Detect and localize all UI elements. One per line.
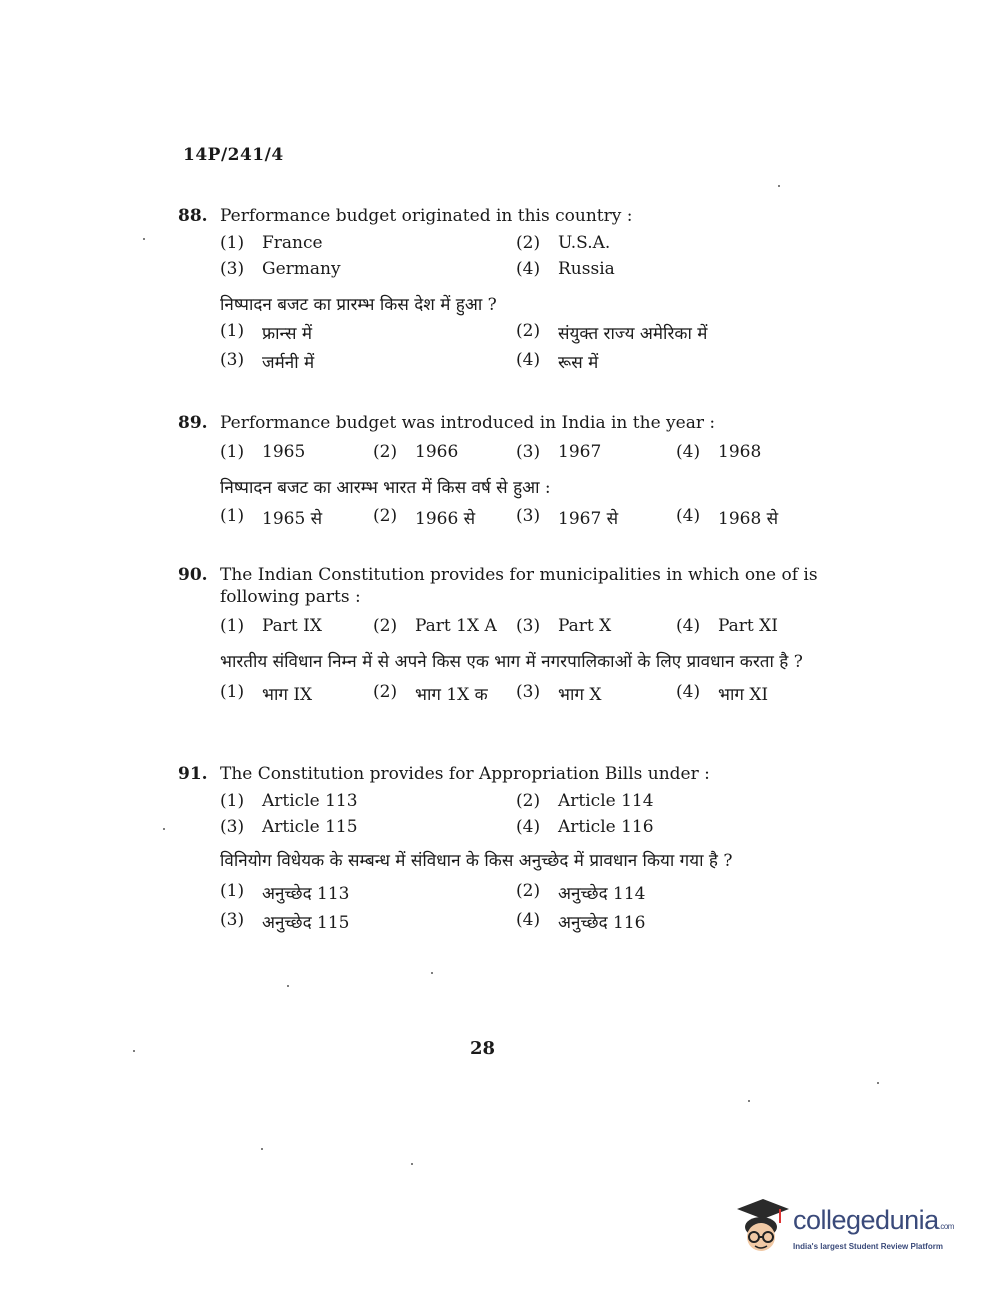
option: (4) 1968 से xyxy=(676,506,779,529)
question-text-hi: भारतीय संविधान निम्न में से अपने किस एक भाग में नगरपालिकाओं के लिए प्रावधान करता है ? xyxy=(220,652,803,672)
option: (1) अनुच्छेद 113 xyxy=(220,881,350,904)
question-text-hi: निष्पादन बजट का प्रारम्भ किस देश में हुआ ? xyxy=(220,295,497,315)
option: (4) Part XI xyxy=(676,616,778,636)
scan-speck xyxy=(877,1082,879,1084)
question-text-en: The Indian Constitution provides for municipalities in which one of is following parts : xyxy=(220,565,818,607)
option: (2) 1966 xyxy=(373,442,459,462)
options-hi xyxy=(220,881,818,933)
option: (1) Article 113 xyxy=(220,791,358,811)
options-en xyxy=(220,616,818,636)
option: (2) Article 114 xyxy=(516,791,654,811)
scan-speck xyxy=(261,1148,263,1150)
option: (3) Article 115 xyxy=(220,817,358,837)
question-text-en: Performance budget originated in this country : xyxy=(220,206,633,226)
collegedunia-logo xyxy=(735,1193,965,1263)
option: (2) U.S.A. xyxy=(516,233,611,253)
option: (3) Part X xyxy=(516,616,612,636)
option: (1) फ्रान्स में xyxy=(220,321,313,344)
option: (1) 1965 से xyxy=(220,506,323,529)
option: (2) भाग 1X क xyxy=(373,682,488,705)
option: (3) 1967 से xyxy=(516,506,619,529)
option: (1) France xyxy=(220,233,323,253)
scan-speck xyxy=(778,185,780,187)
scan-speck xyxy=(163,828,165,830)
page-number: 28 xyxy=(470,1038,496,1059)
options-hi xyxy=(220,682,818,705)
option: (4) रूस में xyxy=(516,350,599,373)
paper-code: 14P/241/4 xyxy=(183,145,284,165)
option: (3) 1967 xyxy=(516,442,602,462)
question-number: 88. xyxy=(178,206,208,226)
scan-speck xyxy=(411,1163,413,1165)
scan-speck xyxy=(287,985,289,987)
option: (4) Russia xyxy=(516,259,615,279)
option: (3) Germany xyxy=(220,259,341,279)
question-number: 90. xyxy=(178,565,208,585)
option: (4) भाग XI xyxy=(676,682,769,705)
question-88 xyxy=(178,205,818,373)
question-text-en: The Constitution provides for Appropriation Bills under : xyxy=(220,764,710,784)
option: (4) Article 116 xyxy=(516,817,654,837)
question-90 xyxy=(178,564,818,705)
option: (4) 1968 xyxy=(676,442,762,462)
question-text-en: Performance budget was introduced in India in the year : xyxy=(220,413,716,433)
question-text-hi: निष्पादन बजट का आरम्भ भारत में किस वर्ष से हुआ : xyxy=(220,478,551,498)
scan-speck xyxy=(431,972,433,974)
scan-speck xyxy=(133,1050,135,1052)
option: (3) भाग X xyxy=(516,682,602,705)
options-en xyxy=(220,791,818,837)
options-hi xyxy=(220,321,818,373)
option: (2) संयुक्त राज्य अमेरिका में xyxy=(516,321,708,344)
question-number: 89. xyxy=(178,413,208,433)
question-number: 91. xyxy=(178,764,208,784)
question-89 xyxy=(178,412,818,529)
scan-speck xyxy=(143,238,145,240)
option: (2) 1966 से xyxy=(373,506,476,529)
scan-speck xyxy=(748,1100,750,1102)
logo-tagline: India's largest Student Review Platform xyxy=(793,1242,943,1251)
options-en xyxy=(220,233,818,279)
option: (3) जर्मनी में xyxy=(220,350,315,373)
question-91 xyxy=(178,763,818,933)
logo-wordmark: collegedunia.com xyxy=(793,1205,954,1235)
option: (2) Part 1X A xyxy=(373,616,497,636)
question-text-hi: विनियोग विधेयक के सम्बन्ध में संविधान के किस अनुच्छेद में प्रावधान किया गया है ? xyxy=(220,851,733,871)
option: (2) अनुच्छेद 114 xyxy=(516,881,646,904)
option: (1) 1965 xyxy=(220,442,306,462)
option: (3) अनुच्छेद 115 xyxy=(220,910,350,933)
student-mascot-icon xyxy=(735,1195,791,1255)
options-hi xyxy=(220,506,818,529)
option: (1) भाग IX xyxy=(220,682,313,705)
options-en xyxy=(220,442,818,462)
option: (1) Part IX xyxy=(220,616,322,636)
option: (4) अनुच्छेद 116 xyxy=(516,910,646,933)
